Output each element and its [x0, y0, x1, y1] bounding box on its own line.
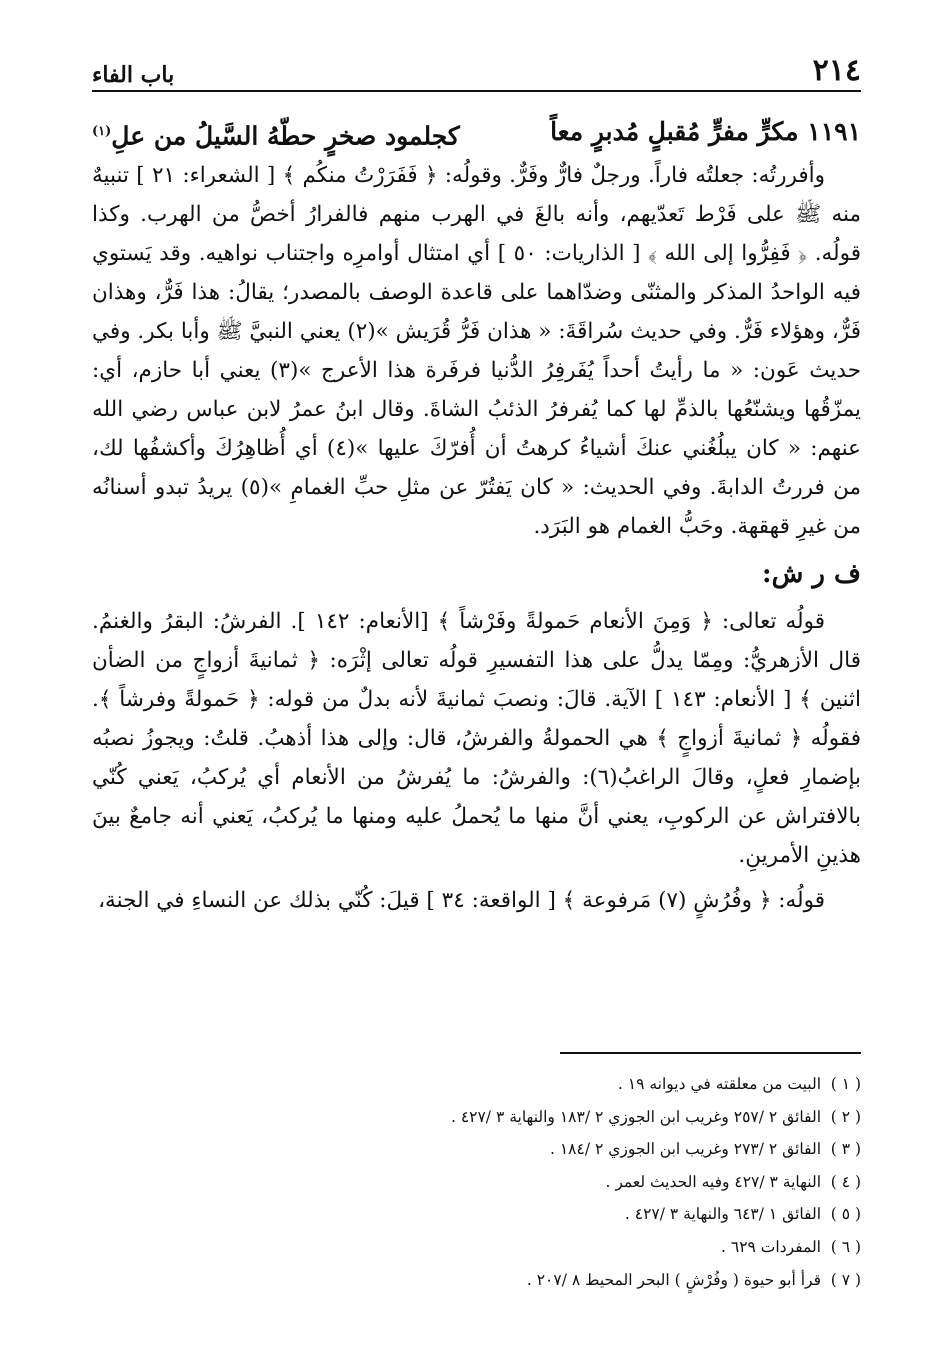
verse-footnote-ref: (١) — [92, 124, 112, 139]
page-number: ٢١٤ — [812, 53, 861, 88]
footnote-item — [300, 1133, 861, 1166]
footnote-number: ( ١ ) — [830, 1075, 861, 1093]
footnote-text: قرأ أبو حيوة ( وفُرْشٍ ) البحر المحيط ٨ /٢٠٧ . — [526, 1270, 821, 1289]
footnote-divider — [560, 1052, 861, 1054]
footnote-number: ( ٦ ) — [830, 1237, 861, 1256]
footnote-number: ( ٢ ) — [830, 1107, 861, 1126]
footnote-text: النهاية ٣ /٤٢٧ وفيه الحديث لعمر . — [605, 1172, 821, 1191]
footnote-item — [300, 1068, 861, 1101]
footnote-item — [300, 1264, 861, 1297]
footnote-item — [300, 1198, 861, 1231]
footnote-number: ( ٧ ) — [830, 1270, 861, 1289]
verse-first-text: مكرٍّ مفرٍّ مُقبلٍ مُدبرٍ معاً — [550, 117, 799, 146]
footnote-item — [300, 1231, 861, 1264]
footnote-text: الفائق ٢ /٢٧٣ وغريب ابن الجوزي ٢ /١٨٤ . — [549, 1140, 821, 1159]
footnotes — [300, 1068, 861, 1296]
footnote-text: الفائق ٢ /٢٥٧ وغريب ابن الجوزي ٢ /١٨٣ والنهاية ٣ /٤٢٧ . — [450, 1107, 821, 1126]
footnote-number: ( ٣ ) — [830, 1140, 861, 1159]
footnote-number: ( ٤ ) — [830, 1172, 861, 1191]
footnote-item — [300, 1101, 861, 1134]
poetry-verse — [92, 112, 861, 156]
footnote-item — [300, 1166, 861, 1199]
section-heading-frsh: ف ر ش: — [762, 559, 861, 590]
verse-second-text: كجلمود صخرٍ حطّهُ السَّيلُ من علِ — [111, 121, 460, 151]
paragraph-frsh-2: قولُه: ﴿ وفُرُشٍ (٧) مَرفوعة ﴾ [ الواقعة: ٣٤ ] قيلَ: كُنّي بذلك عن النساءِ في الجنة، — [98, 888, 825, 914]
footnote-number: ( ٥ ) — [830, 1205, 861, 1224]
footnote-text: المفردات ٦٢٩ . — [721, 1237, 821, 1256]
footnote-text: الفائق ١ /٦٤٣ والنهاية ٣ /٤٢٧ . — [624, 1205, 821, 1224]
paragraph-fr: وأفررتُه: جعلتُه فاراً. ورجلٌ فارٌّ وفَرٌّ. وقولُه: ﴿ فَفَرَرْتُ منكُم ﴾ [ الشعراء: ٢١ ] تنبيهٌ منه ﷺ على فَرْط تَعدّيهم، وأنه بالغَ في الهرب منهم فالفرارُ أخصُّ من الهرب. وكذا قولُه. ﴿ فَفِرُّوا إلى الله ﴾ [ الذاريات: ٥٠ ] أي امتثال أوامرِه واجتناب نواهيه. وقد يَستوي فيه الواحدُ المذكر والمثنّى وضدّاهما على قاعدة الوصف بالمصدر؛ يقالُ: هذا فَرٌّ، وهذان فَرٌّ، وهؤلاء فَرٌّ. وفي حديث سُراقَةَ: « هذان فَرُّ قُرَيش »(٢) يعني النبيَّ ﷺ وأبا بكر. وفي حديث عَون: « ما رأيتُ أحداً يُفَرفِرُ الدُّنيا فرفَرة هذا الأعرج »(٣) يعني أبا حازم، أي: يمزّقُها ويشنّعُها بالذمِّ لها كما يُفرفرُ الذئبُ الشاةَ. وقال ابنُ عمرُ لابن عباس رضي الله عنهم: « كان يبلُغُني عنكَ أشياءُ كرهتُ أن أُفرّكَ عليها »(٤) أي أُظاهِرُكَ وأكشفُها لك، من فررتُ الدابةَ. وفي الحديث: « كان يَفتُرّ عن مثلِ حبِّ الغمامِ »(٥) يريدُ تبدو أسنانُه من غيرِ قهقهة. وحَبُّ الغمام هو البَرَد. — [92, 163, 861, 540]
chapter-title: باب الفاء — [92, 62, 175, 88]
verse-second-hemistich — [92, 112, 460, 156]
main-text — [92, 112, 861, 920]
paragraph-frsh-1: قولُه تعالى: ﴿ وَمِنَ الأنعام حَمولةً وفَرْشاً ﴾ [الأنعام: ١٤٢ ]. الفرشُ: البقرُ والغنمُ. قال الأزهريُّ: ومِمّا يدلُّ على هذا التفسيرِ قولُه تعالى إثْرَه: ﴿ ثمانيةَ أزواجٍ من الضأن اثنين ﴾ [ الأنعام: ١٤٣ ] الآية. قالَ: ونصبَ ثمانيةَ لأنه بدلٌ من قوله: ﴿ حَمولةً وفرشاً ﴾. فقولُه ﴿ ثمانيةَ أزواجٍ ﴾ هي الحمولةُ والفرشُ، قال: وإلى هذا أذهبُ. قلتُ: ويجوزُ نصبُه بإضمارِ فعلٍ، وقالَ الراغبُ(٦): والفرشُ: ما يُفرشُ من الأنعام أي يُركبُ، يَعني كُنّي بالافتراش عن الركوبِ، يعني أنَّ منها ما يُحملُ عليه ومنها ما يُركبُ، يَعني أنه جامعٌ بينَ هذينِ الأمرينِ. — [92, 609, 861, 869]
verse-number: ١١٩١ — [807, 117, 861, 146]
footnote-text: البيت من معلقته في ديوانه ١٩ . — [617, 1075, 821, 1093]
page-header — [92, 44, 861, 92]
verse-first-hemistich — [550, 112, 861, 156]
